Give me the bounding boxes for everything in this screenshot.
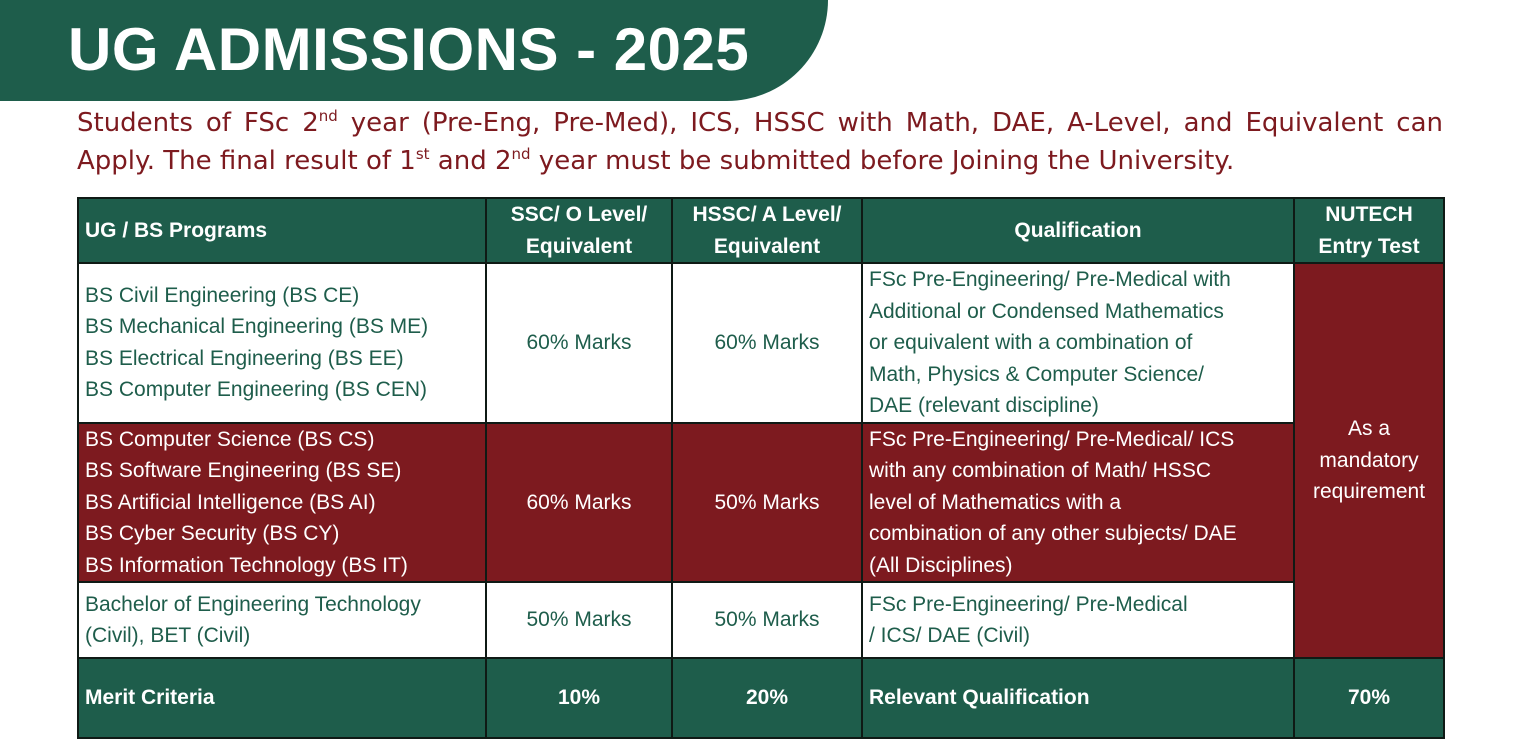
program-item: BS Information Technology (BS IT) — [85, 553, 408, 577]
header-hssc — [672, 198, 862, 263]
table-row — [78, 263, 1444, 423]
qualification-line: level of Mathematics with a — [869, 490, 1122, 514]
entry-test-cell — [1294, 263, 1444, 658]
entry-test-line: requirement — [1312, 480, 1426, 504]
header-qualification: Qualification — [862, 198, 1294, 263]
program-item: BS Mechanical Engineering (BS ME) — [85, 315, 429, 339]
program-item: BS Electrical Engineering (BS EE) — [85, 346, 404, 370]
header-hssc-line: Equivalent — [713, 234, 821, 258]
header-programs: UG / BS Programs — [78, 198, 486, 263]
table-header-row — [78, 198, 1444, 263]
qualification-cell — [862, 582, 1294, 658]
qualification-line: FSc Pre-Engineering/ Pre-Medical — [869, 592, 1188, 616]
program-item: BS Computer Engineering (BS CEN) — [85, 378, 427, 402]
programs-cell — [78, 423, 486, 583]
program-item: BS Civil Engineering (BS CE) — [85, 283, 360, 307]
intro-sup-2: st — [415, 145, 430, 163]
qualification-cell — [862, 423, 1294, 583]
intro-sup-3: nd — [511, 145, 531, 163]
qualification-line: / ICS/ DAE (Civil) — [869, 624, 1031, 647]
merit-entry-weight: 70% — [1294, 658, 1444, 738]
program-item: BS Software Engineering (BS SE) — [85, 459, 402, 482]
hssc-requirement: 60% Marks — [672, 263, 862, 423]
programs-cell — [78, 582, 486, 658]
ssc-requirement: 60% Marks — [486, 263, 672, 423]
merit-qualification: Relevant Qualification — [862, 658, 1294, 738]
ssc-requirement: 60% Marks — [486, 423, 672, 583]
qualification-line: DAE (relevant discipline) — [869, 394, 1099, 417]
entry-test-line: As a — [1347, 417, 1391, 441]
merit-criteria-row — [78, 658, 1444, 738]
page-title: UG ADMISSIONS - 2025 — [68, 16, 750, 83]
intro-text-2: year (Pre-Eng, Pre-Med), ICS, HSSC with Math, DAE, A-Level, and Equivalent can Apply. The final result of 1 — [77, 108, 1444, 176]
qualification-line: (All Disciplines) — [869, 553, 1013, 577]
merit-label: Merit Criteria — [78, 658, 486, 738]
qualification-line: FSc Pre-Engineering/ Pre-Medical with — [869, 268, 1231, 291]
merit-hssc-weight: 20% — [672, 658, 862, 738]
ssc-requirement: 50% Marks — [486, 582, 672, 658]
header-entry-line: Entry Test — [1318, 234, 1420, 258]
program-item: BS Artificial Intelligence (BS AI) — [85, 490, 376, 514]
qualification-cell — [862, 263, 1294, 423]
program-item: BS Computer Science (BS CS) — [85, 427, 375, 451]
eligibility-note — [77, 104, 1443, 180]
programs-cell — [78, 263, 486, 423]
intro-text-4: year must be submitted before Joining the University. — [530, 146, 1235, 176]
title-banner — [0, 0, 828, 101]
header-hssc-line: HSSC/ A Level/ — [692, 203, 842, 226]
header-ssc-line: SSC/ O Level/ — [510, 203, 648, 226]
header-entry-line: NUTECH — [1325, 203, 1413, 226]
qualification-line: or equivalent with a combination of — [869, 331, 1193, 354]
merit-ssc-weight: 10% — [486, 658, 672, 738]
program-item: BS Cyber Security (BS CY) — [85, 522, 340, 545]
intro-text-3: and 2 — [429, 146, 512, 176]
qualification-line: Additional or Condensed Mathematics — [869, 299, 1224, 323]
hssc-requirement: 50% Marks — [672, 423, 862, 583]
qualification-line: Math, Physics & Computer Science/ — [869, 362, 1204, 386]
qualification-line: FSc Pre-Engineering/ Pre-Medical/ ICS — [869, 427, 1235, 451]
admission-criteria-table — [77, 197, 1445, 739]
header-entry-test — [1294, 198, 1444, 263]
qualification-line: combination of any other subjects/ DAE — [869, 522, 1237, 545]
qualification-line: with any combination of Math/ HSSC — [869, 459, 1211, 482]
header-ssc — [486, 198, 672, 263]
table-row — [78, 423, 1444, 583]
hssc-requirement: 50% Marks — [672, 582, 862, 658]
program-item: Bachelor of Engineering Technology — [85, 592, 421, 616]
header-ssc-line: Equivalent — [525, 234, 633, 258]
entry-test-line: mandatory — [1319, 448, 1419, 472]
table-row — [78, 582, 1444, 658]
intro-sup-1: nd — [318, 107, 338, 125]
program-item: (Civil), BET (Civil) — [85, 624, 251, 647]
intro-text-1: Students of FSc 2 — [77, 108, 319, 138]
